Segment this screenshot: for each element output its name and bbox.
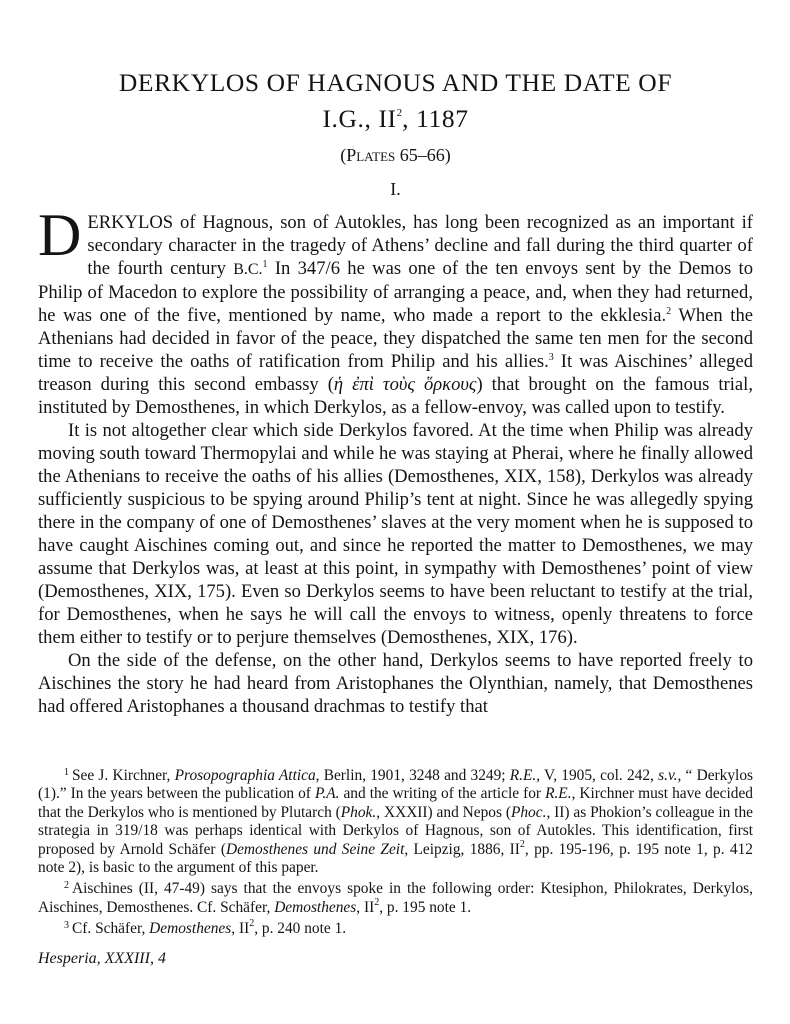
text-run: ERKYLOS of Hagnous, son of Autokles, has long been recognized as an important if secondary character in the tragedy of Athens’ decline and fall during the third quarter of the fourth century xyxy=(87,212,753,279)
text-run: and the writing of the article for xyxy=(339,785,546,803)
title-text: , 1187 xyxy=(402,104,469,133)
text-run: In 347/6 he was one of the ten envoys sent by the Demos to Philip of Macedon to explore the possibility of arranging a peace, and, when they had returned, he was one of the five, mentioned by name, who made a report to the ekklesia. xyxy=(38,258,753,326)
footnote-number: 1 xyxy=(64,767,69,778)
footnote-3 xyxy=(38,917,753,938)
text-run: , II xyxy=(356,898,375,916)
plates-reference xyxy=(38,144,753,166)
footnotes xyxy=(38,764,753,939)
plates-label: Plates 65–66 xyxy=(346,145,445,165)
superscript: 2 xyxy=(374,896,380,908)
text-run: , V, 1905, col. 242, xyxy=(536,767,659,784)
section-number: I. xyxy=(390,179,401,199)
text-run: , XXXII) and Nepos ( xyxy=(376,803,511,821)
paren: ( xyxy=(340,145,347,165)
text-run: It was Aischines’ alleged treason during this second embassy ( xyxy=(38,351,753,395)
superscript: 2 xyxy=(249,918,255,930)
italic-run: s.v. xyxy=(658,767,678,784)
italic-run: Demosthenes xyxy=(149,920,232,938)
footnote-ref-1[interactable]: 1 xyxy=(262,259,268,270)
text-run: , Leipzig, 1886, II xyxy=(404,840,520,858)
title-superscript: 2 xyxy=(396,107,403,119)
text-run: ) that brought on the famous trial, instituted by Demosthenes, in which Derkylos, as a fellow-envoy, was called upon to testify. xyxy=(38,374,753,418)
italic-run: R.E. xyxy=(545,785,572,803)
text-run: , II xyxy=(231,920,250,938)
paragraph-2: It is not altogether clear which side Derkylos favored. At the time when Philip was already moving south toward Thermopylai and while he was staying at Pherai, where he finally allowed the Athenians to receive the oaths of his allies (Demosthenes, XIX, 158), Derkylos was already sufficiently suspicious to be spying around Philip’s tent at night. Since he was allegedly spying there in the company of one of Demosthenes’ slaves at the very moment when he is supposed to have caught Aischines coming out, and since he reported the matter to Demosthenes, we may assume that Derkylos was, at least at this point, in sympathy with Demosthenes’ point of view (Demosthenes, XIX, 175). Even so Derkylos seems to have been reluctant to testify at the trial, for Demosthenes, when he says he will call the envoys to witness, openly threatens to force them either to testify or to perjure themselves (Demosthenes, XIX, 176). xyxy=(38,420,753,648)
text-run: , pp. 195-196, p. 195 note 1, p. 412 note 2), is basic to the argument of this paper. xyxy=(38,840,753,877)
text-run: B.C. xyxy=(233,261,263,278)
text-run: Cf. Schäfer, xyxy=(72,920,150,938)
text-run: , Kirchner must have decided that the Derkylos who is mentioned by Plutarch ( xyxy=(38,785,753,821)
italic-run: Phoc. xyxy=(510,803,547,821)
footnote-ref-3[interactable]: 3 xyxy=(548,352,554,363)
body-text xyxy=(38,202,753,718)
paragraph-1 xyxy=(38,202,753,419)
text-run: Aischines (II, 47-49) says that the envoys spoke in the following order: Ktesiphon, Philokrates, Derkylos, Aischines, Demosthenes. Cf. Schäfer, xyxy=(38,880,753,916)
text-run: , Berlin, 1901, 3248 and 3249; xyxy=(315,767,510,784)
text-run: , p. 195 note 1. xyxy=(379,898,472,916)
italic-run: Demosthenes und Seine Zeit xyxy=(225,840,405,858)
text-run: See J. Kirchner, xyxy=(72,767,175,784)
paragraph-3: On the side of the defense, on the other hand, Derkylos seems to have reported freely to Aischines the story he had heard from Aristophanes the Olynthian, namely, that Demosthenes had offered Aristophanes a thousand drachmas to testify that xyxy=(38,650,753,717)
paren: ) xyxy=(444,145,451,165)
footnote-1 xyxy=(38,764,753,877)
drop-cap: D xyxy=(38,202,82,268)
text-run: When the Athenians had decided in favor of the peace, they dispatched the same ten men for the second time to receive the oaths of ratification from Philip and his allies. xyxy=(38,305,753,372)
footnote-ref-2[interactable]: 2 xyxy=(666,306,672,317)
italic-run: Phok. xyxy=(340,803,377,821)
footnote-number: 2 xyxy=(64,880,69,892)
title-line-1: DERKYLOS OF HAGNOUS AND THE DATE OF xyxy=(118,68,673,97)
text-run: , p. 240 note 1. xyxy=(254,920,347,938)
journal-footer: Hesperia, XXXIII, 4 xyxy=(38,950,166,967)
italic-run: P.A. xyxy=(314,785,340,803)
title-line-2 xyxy=(38,98,753,134)
italic-run: Demosthenes xyxy=(274,898,357,916)
footnote-number: 3 xyxy=(64,920,69,932)
text-run: , II) as Phokion’s colleague in the strategia in 319/18 was perhaps identical with Derkylos of Hagnous, son of Autokles. This identification, first proposed by Arnold Schäfer ( xyxy=(38,803,753,858)
text-run: , “ Derkylos (1).” In the years between the publication of xyxy=(38,767,754,803)
italic-run: R.E. xyxy=(509,767,537,784)
footnote-2 xyxy=(38,877,753,917)
italic-run: Prosopographia Attica xyxy=(174,767,316,784)
superscript: 2 xyxy=(519,838,525,850)
article-title xyxy=(38,68,753,134)
greek-phrase: ἡ ἐπὶ τοὺς ὅρκους xyxy=(333,374,477,395)
title-text: I.G., II xyxy=(322,104,397,133)
